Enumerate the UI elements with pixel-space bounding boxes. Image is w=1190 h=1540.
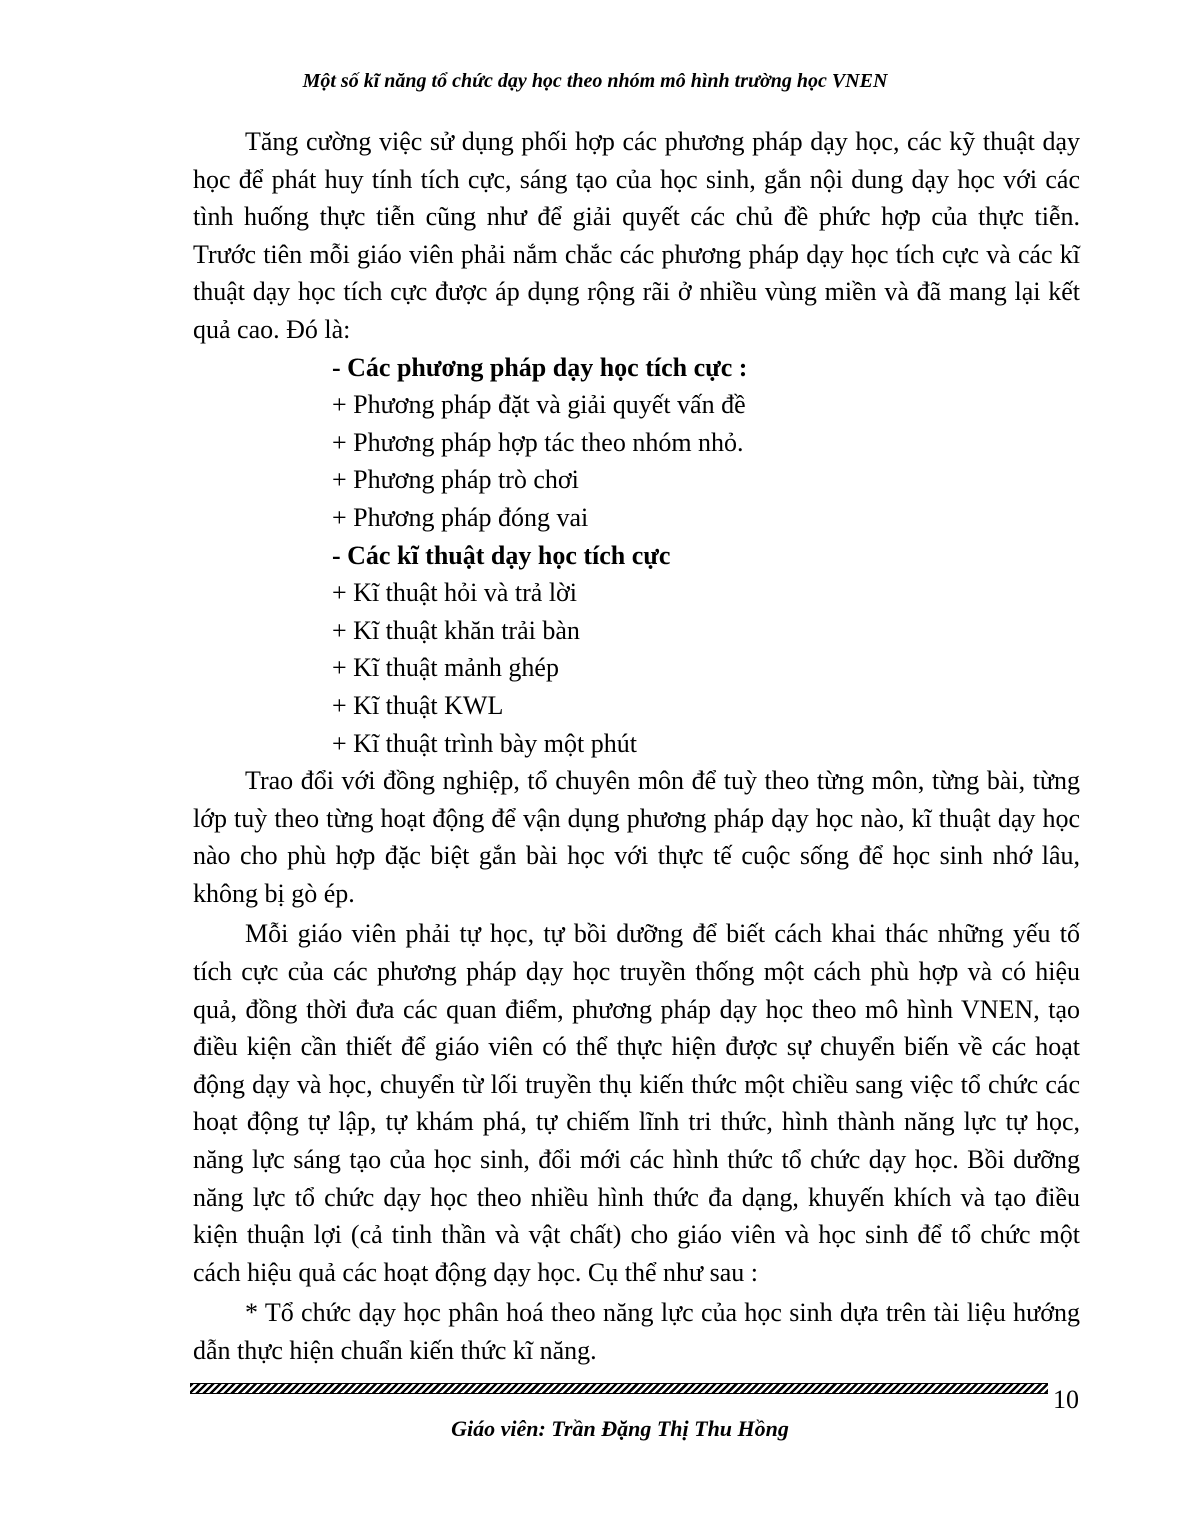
techniques-item: + Kĩ thuật KWL (332, 690, 504, 720)
techniques-item: + Kĩ thuật khăn trải bàn (332, 615, 580, 645)
body-paragraph-differentiated: * Tổ chức dạy học phân hoá theo năng lực của học sinh dựa trên tài liệu hướng dẫn thực hiện chuẩn kiến thức kĩ năng. (193, 1298, 1080, 1365)
techniques-item: + Kĩ thuật hỏi và trả lời (332, 578, 578, 608)
methods-item: + Phương pháp đóng vai (332, 502, 589, 532)
intro-paragraph: Tăng cường việc sử dụng phối hợp các phương pháp dạy học, các kỹ thuật dạy học để phát huy tính tích cực, sáng tạo của học sinh, gắn nội dung dạy học với các tình huống thực tiễn cũng như để giải quyết các chủ đề phức hợp của thực tiễn. Trước tiên mỗi giáo viên phải nắm chắc các phương pháp dạy học tích cực và các kĩ thuật dạy học tích cực được áp dụng rộng rãi ở nhiều vùng miền và đã mang lại kết quả cao. Đó là: (193, 127, 1080, 344)
techniques-heading: - Các kĩ thuật dạy học tích cực (332, 540, 671, 570)
body-paragraph-self-study: Mỗi giáo viên phải tự học, tự bồi dưỡng để biết cách khai thác những yếu tố tích cực của các phương pháp dạy học truyền thống một cách phù hợp và có hiệu quả, đồng thời đưa các quan điểm, phương pháp dạy học theo mô hình VNEN, tạo điều kiện cần thiết để giáo viên có thể thực hiện được sự chuyển biến về các hoạt động dạy và học, chuyển từ lối truyền thụ kiến thức một chiều sang việc tổ chức các hoạt động tự lập, tự khám phá, tự chiếm lĩnh tri thức, hình thành năng lực tự học, năng lực sáng tạo của học sinh, đổi mới các hình thức tổ chức dạy học. Bồi dưỡng năng lực tổ chức dạy học theo nhiều hình thức đa dạng, khuyến khích và tạo điều kiện thuận lợi (cả tinh thần và vật chất) cho giáo viên và học sinh để tổ chức một cách hiệu quả các hoạt động dạy học. Cụ thể như sau : (193, 919, 1080, 1287)
footer-divider (190, 1383, 1048, 1394)
page-body (193, 123, 1080, 1370)
running-header: Một số kĩ năng tổ chức dạy học theo nhóm mô hình trường học VNEN (302, 70, 888, 92)
methods-item: + Phương pháp đặt và giải quyết vấn đề (332, 390, 746, 420)
body-paragraph-exchange: Trao đổi với đồng nghiệp, tổ chuyên môn để tuỳ theo từng môn, từng bài, từng lớp tuỳ theo từng hoạt động để vận dụng phương pháp dạy học nào, kĩ thuật dạy học nào cho phù hợp đặc biệt gắn bài học với thực tế cuộc sống để học sinh nhớ lâu, không bị gò ép. (193, 766, 1080, 908)
footer-author: Giáo viên: Trần Đặng Thị Thu Hồng (451, 1416, 789, 1441)
techniques-item: + Kĩ thuật mảnh ghép (332, 653, 559, 683)
methods-item: + Phương pháp trò chơi (332, 465, 579, 495)
techniques-item: + Kĩ thuật trình bày một phút (332, 728, 637, 758)
page-number: 10 (1053, 1385, 1079, 1414)
methods-item: + Phương pháp hợp tác theo nhóm nhỏ. (332, 427, 744, 457)
methods-heading: - Các phương pháp dạy học tích cực : (332, 352, 748, 382)
